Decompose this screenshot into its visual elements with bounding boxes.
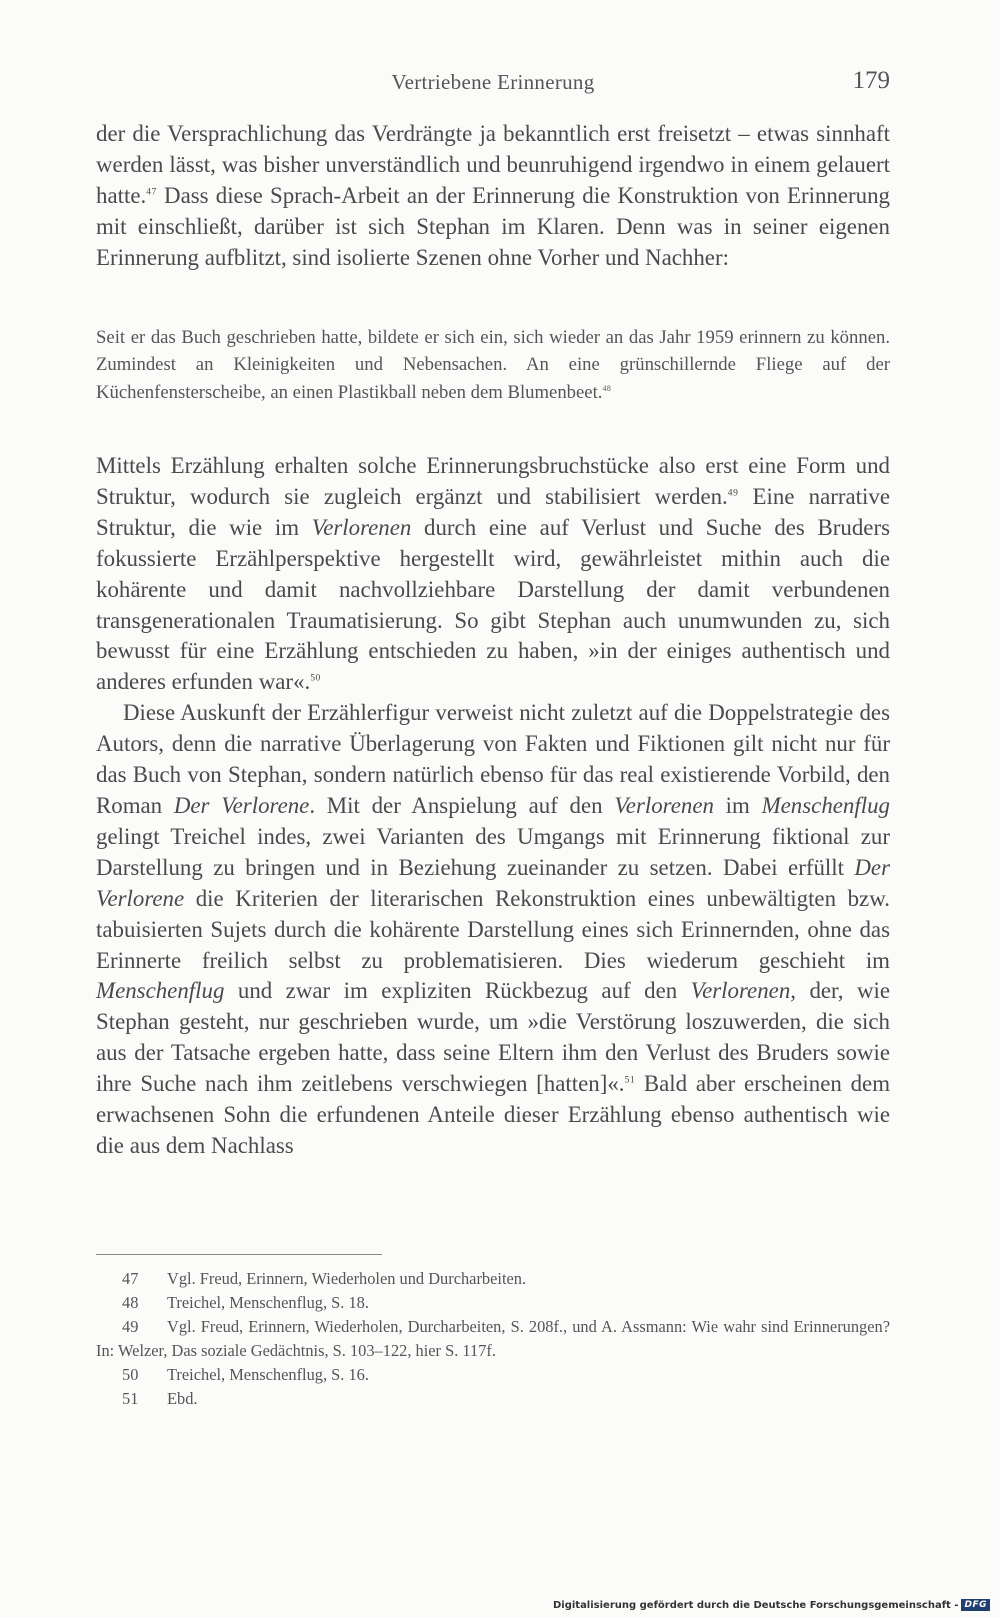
running-head-title: Vertriebene Erinnerung bbox=[391, 70, 595, 94]
block-quote bbox=[96, 324, 890, 406]
footnote bbox=[96, 1363, 890, 1387]
footnotes bbox=[96, 1267, 890, 1412]
footnote-reference[interactable]: 47 bbox=[146, 186, 157, 198]
footnote-text: Treichel, Menschenflug, S. 18. bbox=[167, 1293, 369, 1313]
italic-title: Menschenflug bbox=[96, 978, 225, 1004]
italic-title: Verlorenen bbox=[614, 792, 714, 818]
footnote bbox=[96, 1315, 890, 1363]
dfg-funding-banner bbox=[553, 1598, 990, 1612]
footnote bbox=[96, 1387, 890, 1411]
quote-text: Seit er das Buch geschrieben hatte, bildete er sich ein, sich wieder an das Jahr 1959 erinnern zu können. Zumindest an Kleinigkeiten und Nebensachen. An eine grünschillernde Fliege auf der Küchenfensterscheibe, an einen Plastikball neben dem Blumenbeet.$^{48}$ bbox=[96, 327, 890, 403]
footnote-reference[interactable]: 48 bbox=[602, 383, 612, 393]
footnote-number: 48 bbox=[122, 1293, 139, 1313]
italic-title: Der Verlorene bbox=[173, 792, 310, 818]
italic-title: Menschenflug bbox=[761, 792, 890, 818]
running-head bbox=[96, 67, 890, 100]
footnote-text: Vgl. Freud, Erinnern, Wiederholen und Durcharbeiten. bbox=[167, 1269, 527, 1288]
paragraph: Diese Auskunft der Erzählerfigur verweist nicht zuletzt auf die Doppelstrategie des Autors, denn die narrative Überlagerung von Fakten und Fiktionen gilt nicht nur für das Buch von Stephan, sondern natürlich ebenso für das real existierende Vorbild, den Roman Der Verlorene. Mit der Anspielung auf den Verlorenen im Menschenflug gelingt Treichel indes, zwei Varianten des Umgangs mit Erinnerung fiktional zur Darstellung zu bringen und in Beziehung zueinander zu setzen. Dabei erfüllt Der Verlorene die Kriterien der literarischen Rekonstruktion eines unbewältigten bzw. tabuisierten Sujets durch die kohärente Darstellung eines sich Erinnernden, ohne das Erinnerte freilich selbst zu problematisieren. Dies wiederum geschieht im Menschenflug und zwar im expliziten Rückbezug auf den Verlorenen, der, wie Stephan gesteht, nur geschrieben wurde, um »die Verstörung loszuwerden, die sich aus der Tatsache ergeben hatte, dass seine Eltern ihm den Verlust des Bruders sowie ihre Suche nach ihm zeitlebens verschwiegen [hatten]«.$^{51}$ Bald aber erscheinen dem erwachsenen Sohn die erfundenen Anteile dieser Erzählung ebenso authentisch wie die aus dem Nachlass bbox=[96, 700, 891, 1158]
footnote-number: 50 bbox=[122, 1365, 139, 1385]
italic-title: Der Verlorene bbox=[96, 854, 890, 911]
footnote-text: Ebd. bbox=[167, 1389, 198, 1409]
footnote-text: Treichel, Menschenflug, S. 16. bbox=[167, 1365, 369, 1385]
footnote bbox=[96, 1291, 890, 1315]
footnote-divider bbox=[96, 1254, 382, 1255]
footnote-reference[interactable]: 51 bbox=[624, 1074, 636, 1086]
footnote-reference[interactable]: 50 bbox=[310, 672, 321, 684]
dfg-logo: DFG bbox=[961, 1599, 990, 1611]
footnote-number: 51 bbox=[122, 1389, 139, 1409]
footnote-number: 49 bbox=[122, 1317, 139, 1337]
footnote-reference[interactable]: 49 bbox=[727, 487, 739, 499]
italic-title: Verlorenen bbox=[311, 514, 412, 540]
footnote-number: 47 bbox=[122, 1269, 139, 1288]
paragraph: Mittels Erzählung erhalten solche Erinnerungsbruchstücke also erst eine Form und Struktur, wodurch sie zugleich ergänzt und stabilisiert werden.$^{49}$ Eine narrative Struktur, die wie im Verlorenen durch eine auf Verlust und Suche des Bruders fokussierte Erzählperspektive hergestellt wird, gewährleistet mithin auch die kohärente und damit nachvollziehbare Darstellung der damit verbundenen transgenerationalen Traumatisierung. So gibt Stephan auch unumwunden zu, sich bewusst für eine Erzählung entschieden zu haben, »in der einiges authentisch und anderes erfunden war«.$^{50}$ bbox=[96, 453, 890, 695]
page-number: 179 bbox=[852, 67, 890, 94]
body-text-block-2 bbox=[96, 451, 890, 1162]
footnote bbox=[96, 1267, 890, 1291]
footnote-text: Vgl. Freud, Erinnern, Wiederholen, Durcharbeiten, S. 208f., und A. Assmann: Wie wahr sind Erinnerungen? In: Welzer, Das soziale Gedächtnis, S. 103–122, hier S. 117f. bbox=[96, 1317, 890, 1361]
body-text-block-1 bbox=[96, 119, 890, 274]
dfg-banner-text: Digitalisierung gefördert durch die Deutsche Forschungsgemeinschaft - bbox=[552, 1599, 959, 1611]
italic-title: Verlorenen, bbox=[690, 978, 796, 1004]
paragraph: der die Versprachlichung das Verdrängte ja bekanntlich erst freisetzt – etwas sinnhaft werden lässt, was bisher unverständlich und beunruhigend irgendwo in einem gelauert hatte.$^{47}$ Dass diese Sprach-Arbeit an der Erinnerung die Konstruktion von Erinnerung mit einschließt, darüber ist sich Stephan im Klaren. Denn was in seiner eigenen Erinnerung aufblitzt, sind isolierte Szenen ohne Vorher und Nachher: bbox=[96, 121, 890, 270]
